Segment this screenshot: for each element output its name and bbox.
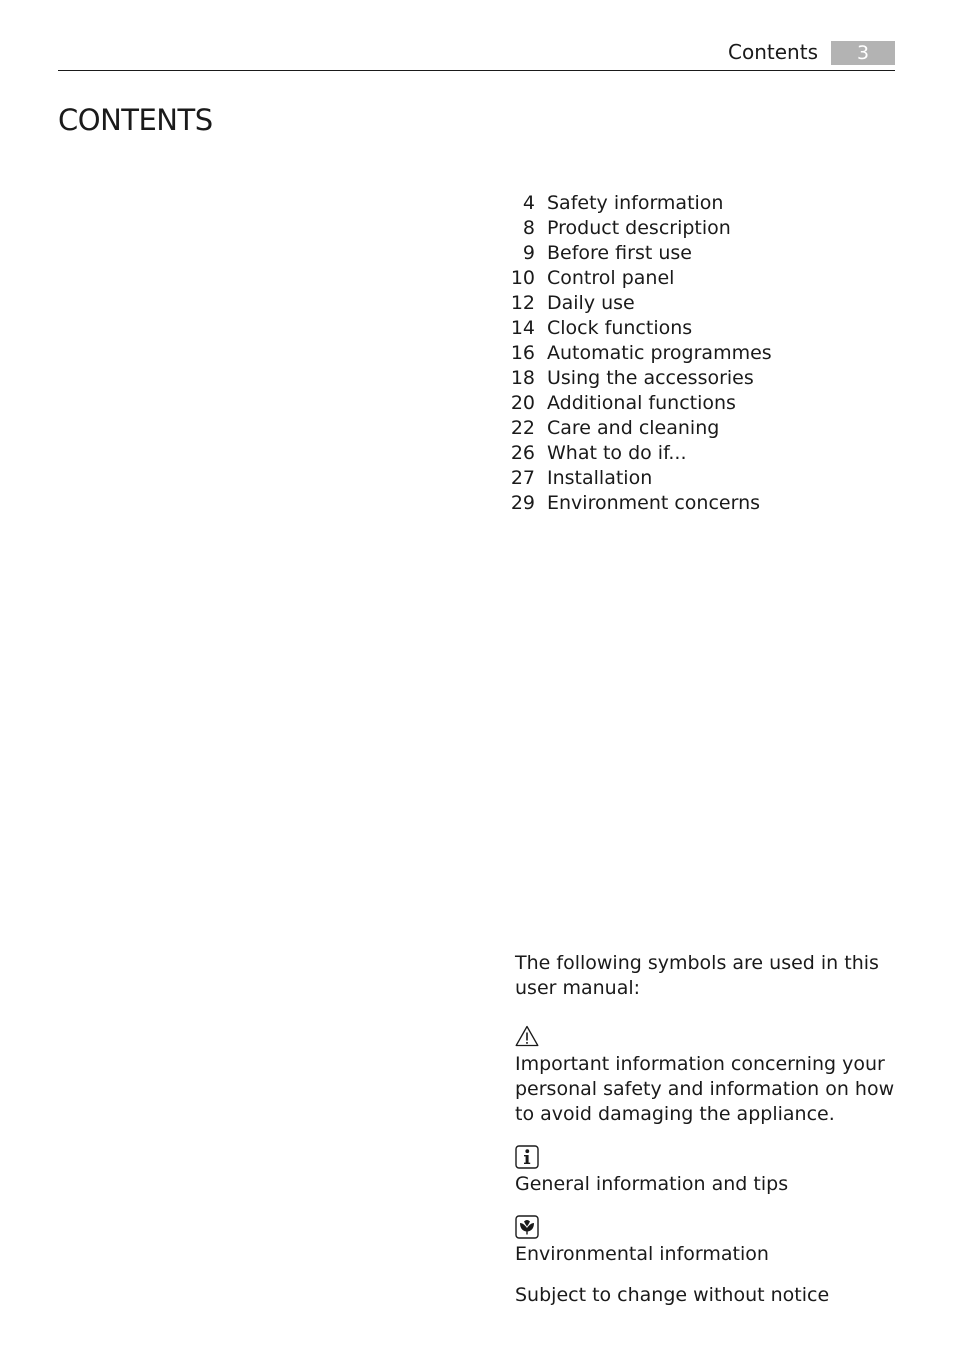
toc-entry[interactable] xyxy=(500,215,772,240)
toc-entry-title: Daily use xyxy=(547,291,635,314)
toc-entry-title: Automatic programmes xyxy=(547,341,772,364)
toc-entry[interactable] xyxy=(500,415,772,440)
toc-entry[interactable] xyxy=(500,190,772,215)
toc-page-number: 22 xyxy=(510,416,535,439)
page-title: CONTENTS xyxy=(58,103,213,137)
toc-entry[interactable] xyxy=(500,365,772,390)
toc-entry[interactable] xyxy=(500,340,772,365)
toc-entry-title: Using the accessories xyxy=(547,366,754,389)
info-text: General information and tips xyxy=(515,1173,789,1195)
toc-page-number: 10 xyxy=(510,266,535,289)
toc-entry-title: Safety information xyxy=(547,191,724,214)
toc-entry[interactable] xyxy=(500,265,772,290)
toc-page-number: 12 xyxy=(510,291,535,314)
toc-entry[interactable] xyxy=(500,440,772,465)
toc-entry[interactable] xyxy=(500,240,772,265)
table-of-contents xyxy=(500,190,772,515)
warning-text: Important information concerning your personal safety and information on how to avoid damaging the appliance. xyxy=(515,1053,895,1125)
info-icon xyxy=(515,1145,539,1169)
toc-entry-title: What to do if... xyxy=(547,441,687,464)
toc-page-number: 20 xyxy=(510,391,535,414)
toc-entry-title: Installation xyxy=(547,466,653,489)
toc-entry[interactable] xyxy=(500,290,772,315)
toc-page-number: 18 xyxy=(510,366,535,389)
page-number-badge: 3 xyxy=(831,41,895,65)
toc-entry-title: Care and cleaning xyxy=(547,416,720,439)
toc-page-number: 8 xyxy=(522,216,535,239)
toc-page-number: 29 xyxy=(510,491,535,514)
toc-entry-title: Clock functions xyxy=(547,316,693,339)
symbols-intro: The following symbols are used in this user manual: xyxy=(515,952,879,999)
toc-entry-title: Environment concerns xyxy=(547,491,761,514)
toc-page-number: 16 xyxy=(510,341,535,364)
toc-entry-title: Additional functions xyxy=(547,391,736,414)
footer-note: Subject to change without notice xyxy=(515,1284,830,1306)
toc-page-number: 4 xyxy=(522,191,535,214)
toc-page-number: 26 xyxy=(510,441,535,464)
toc-entry-title: Product description xyxy=(547,216,731,239)
toc-page-number: 14 xyxy=(510,316,535,339)
toc-entry[interactable] xyxy=(500,315,772,340)
warning-triangle-icon xyxy=(515,1025,539,1047)
toc-entry-title: Before first use xyxy=(547,241,692,264)
toc-entry[interactable] xyxy=(500,490,772,515)
toc-entry[interactable] xyxy=(500,465,772,490)
toc-page-number: 9 xyxy=(522,241,535,264)
toc-page-number: 27 xyxy=(510,466,535,489)
environment-text: Environmental information xyxy=(515,1243,769,1265)
toc-entry[interactable] xyxy=(500,390,772,415)
header-rule xyxy=(58,70,895,71)
environment-icon xyxy=(515,1215,539,1239)
toc-entry-title: Control panel xyxy=(547,266,675,289)
header-section-label: Contents xyxy=(728,40,818,64)
